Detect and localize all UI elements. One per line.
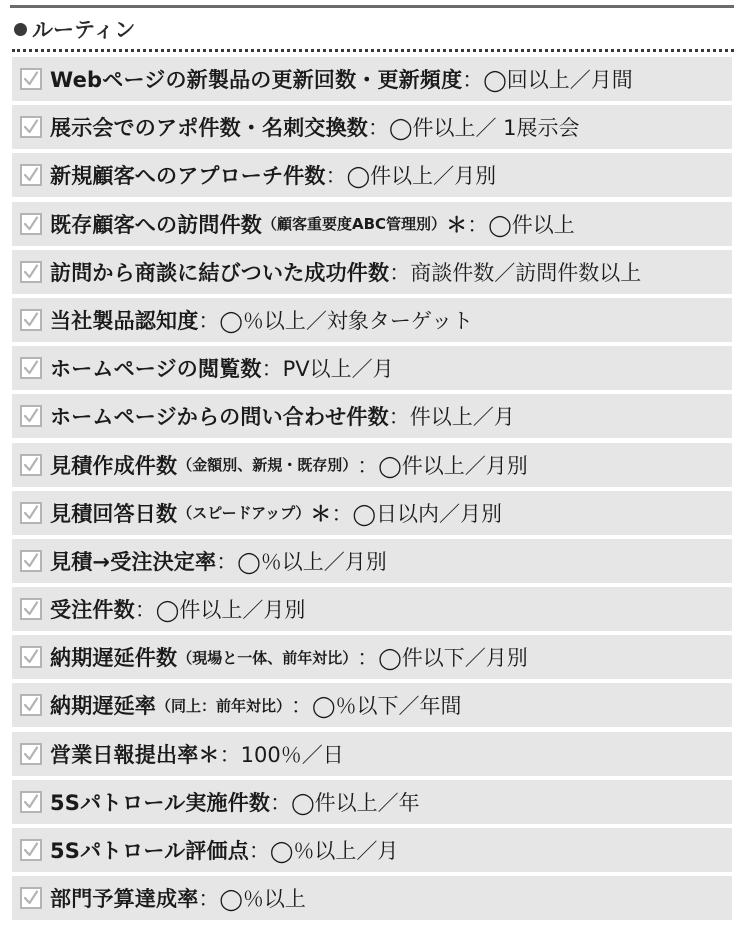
item-target-value: ：◯件以上／月別 (134, 598, 306, 623)
item-label: 納期遅延率 (50, 694, 156, 719)
checkbox-checked-icon (20, 598, 42, 620)
item-label: 見積回答日数 (50, 501, 178, 526)
item-target-value: ：◯％以上／対象ターゲット (198, 308, 474, 333)
top-rule (10, 5, 734, 8)
checkbox-checked-icon (20, 743, 42, 765)
checkbox-checked-icon (20, 454, 42, 476)
item-label: 訪問から商談に結びついた成功件数 (50, 260, 390, 285)
item-label: 営業日報提出率 (50, 742, 199, 767)
checklist-item (12, 780, 732, 824)
item-label: 当社製品認知度 (50, 308, 199, 333)
checklist-item (12, 539, 732, 583)
checklist-item (12, 202, 732, 246)
routine-checklist (12, 57, 732, 924)
item-label: 受注件数 (50, 598, 135, 623)
item-label: 新規顧客へのアプローチ件数 (50, 164, 326, 189)
checklist-item (12, 105, 732, 149)
checkbox-checked-icon (20, 839, 42, 861)
item-target-value: ：◯％以下／年間 (291, 694, 462, 719)
item-qualifier: （顧客重要度ABC管理別） (262, 215, 447, 234)
checklist-item (12, 57, 732, 101)
item-target-value: ：◯件以下／月別 (357, 646, 528, 671)
checkbox-checked-icon (20, 357, 42, 379)
item-label: 見積作成件数 (50, 453, 178, 478)
checklist-item (12, 298, 732, 342)
checkbox-checked-icon (20, 550, 42, 572)
checkbox-checked-icon (20, 887, 42, 909)
checkbox-checked-icon (20, 405, 42, 427)
item-target-value: ：◯％以上 (198, 887, 306, 912)
item-label: Webページの新製品の更新回数・更新頻度 (50, 68, 463, 92)
item-asterisk: ＊ (310, 501, 332, 526)
item-target-value: ：◯件以上／月別 (357, 453, 528, 478)
item-label: 5Sパトロール評価点 (50, 839, 249, 863)
item-label: 納期遅延件数 (50, 646, 178, 671)
section-header (14, 14, 135, 44)
item-label: ホームページからの問い合わせ件数 (50, 405, 389, 430)
item-target-value: ：PV以上／月 (261, 357, 394, 382)
item-label: 5Sパトロール実施件数 (50, 790, 271, 815)
checklist-item (12, 491, 732, 535)
checkbox-checked-icon (20, 68, 42, 90)
checkbox-checked-icon (20, 791, 42, 813)
item-target-value: ：◯回以上／月間 (462, 68, 633, 92)
item-qualifier: （同上：前年対比） (156, 696, 292, 715)
checkbox-checked-icon (20, 646, 42, 668)
checklist-item (12, 587, 732, 631)
checklist-item (12, 683, 732, 727)
item-target-value: ：100％／日 (219, 742, 344, 767)
item-target-value: ：◯件以上／年 (270, 790, 420, 815)
checklist-item (12, 635, 732, 679)
item-target-value: ：◯件以上 (467, 212, 575, 237)
section-title: ルーティン (32, 18, 136, 42)
item-target-value: ：◯件以上／月別 (325, 164, 497, 189)
item-label: ホームページの閲覧数 (50, 357, 262, 382)
bullet-dot-icon (14, 23, 27, 36)
item-asterisk: ＊ (198, 742, 220, 767)
checkbox-checked-icon (20, 502, 42, 524)
checklist-item (12, 443, 732, 487)
checklist-item (12, 346, 732, 390)
item-label: 部門予算達成率 (50, 887, 199, 912)
checklist-item (12, 250, 732, 294)
checkbox-checked-icon (20, 164, 42, 186)
checkbox-checked-icon (20, 309, 42, 331)
item-target-value: ：◯日以内／月別 (331, 501, 502, 526)
item-qualifier: （現場と一体、前年対比） (177, 648, 358, 667)
item-qualifier: （金額別、新規・既存別） (177, 456, 358, 474)
item-target-value: ：◯％以上／月別 (216, 549, 387, 574)
checkbox-checked-icon (20, 213, 42, 235)
checklist-item (12, 153, 732, 197)
item-asterisk: ＊ (446, 212, 468, 237)
checkbox-checked-icon (20, 261, 42, 283)
dotted-divider (12, 49, 734, 52)
item-qualifier: （スピードアップ） (177, 504, 311, 523)
checkbox-checked-icon (20, 116, 42, 138)
checklist-item (12, 876, 732, 920)
item-target-value: ：商談件数／訪問件数以上 (389, 260, 642, 285)
item-target-value: ：件以上／月 (388, 405, 515, 430)
item-target-value: ：◯％以上／月 (248, 839, 399, 863)
checklist-item (12, 828, 732, 872)
checklist-item (12, 732, 732, 776)
item-label: 既存顧客への訪問件数 (50, 212, 262, 237)
item-label: 見積→受注決定率 (50, 549, 217, 574)
checkbox-checked-icon (20, 694, 42, 716)
checklist-item (12, 394, 732, 438)
item-label: 展示会でのアポ件数・名刺交換数 (50, 116, 368, 141)
item-target-value: ：◯件以上／ 1展示会 (368, 116, 580, 141)
